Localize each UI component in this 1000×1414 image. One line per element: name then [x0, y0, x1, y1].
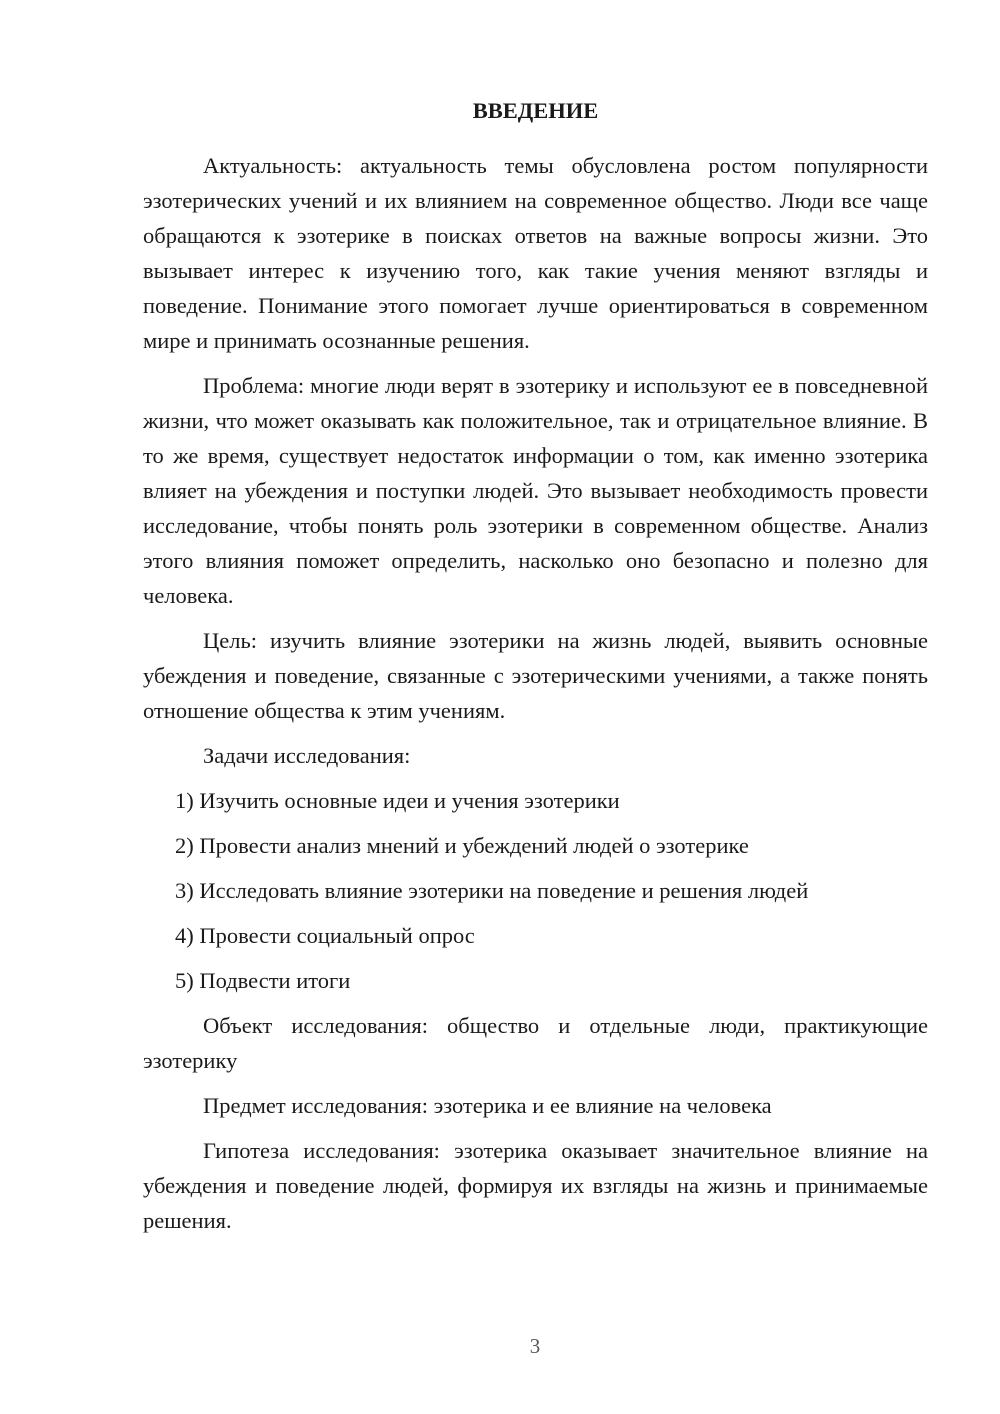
problem-paragraph: Проблема: многие люди верят в эзотерику и используют ее в повседневной жизни, что может оказывать как положительное, так и отрицательное влияние. В то же время, существует недостаток информации о том, как именно эзотерика влияет на убеждения и поступки людей. Это вызывает необходимость провести исследование, чтобы понять роль эзотерики в современном обществе. Анализ этого влияния поможет определить, насколько оно безопасно и полезно для человека.	[143, 373, 928, 608]
task-item-2: 2) Провести анализ мнений и убеждений людей о эзотерике	[175, 833, 749, 858]
tasks-list	[143, 783, 928, 998]
task-item-1: 1) Изучить основные идеи и учения эзотерики	[175, 788, 620, 813]
object-paragraph: Объект исследования: общество и отдельные люди, практикующие эзотерику	[143, 1013, 928, 1073]
tasks-heading: Задачи исследования:	[203, 743, 411, 768]
task-item-5: 5) Подвести итоги	[175, 968, 351, 993]
page-number: 3	[529, 1334, 541, 1358]
subject-paragraph: Предмет исследования: эзотерика и ее влияние на человека	[203, 1093, 772, 1118]
goal-paragraph: Цель: изучить влияние эзотерики на жизнь людей, выявить основные убеждения и поведение, связанные с эзотерическими учениями, а также понять отношение общества к этим учениям.	[143, 628, 928, 723]
section-title: ВВЕДЕНИЕ	[472, 98, 599, 123]
hypothesis-paragraph: Гипотеза исследования: эзотерика оказывает значительное влияние на убеждения и поведение людей, формируя их взгляды на жизнь и принимаемые решения.	[143, 1138, 928, 1233]
document-page	[143, 92, 928, 1248]
relevance-paragraph: Актуальность: актуальность темы обусловлена ростом популярности эзотерических учений и их влиянием на современное общество. Люди все чаще обращаются к эзотерике в поисках ответов на важные вопросы жизни. Это вызывает интерес к изучению того, как такие учения меняют взгляды и поведение. Понимание этого помогает лучше ориентироваться в современном мире и принимать осознанные решения.	[143, 153, 928, 353]
task-item-4: 4) Провести социальный опрос	[175, 923, 475, 948]
task-item-3: 3) Исследовать влияние эзотерики на поведение и решения людей	[175, 878, 809, 903]
